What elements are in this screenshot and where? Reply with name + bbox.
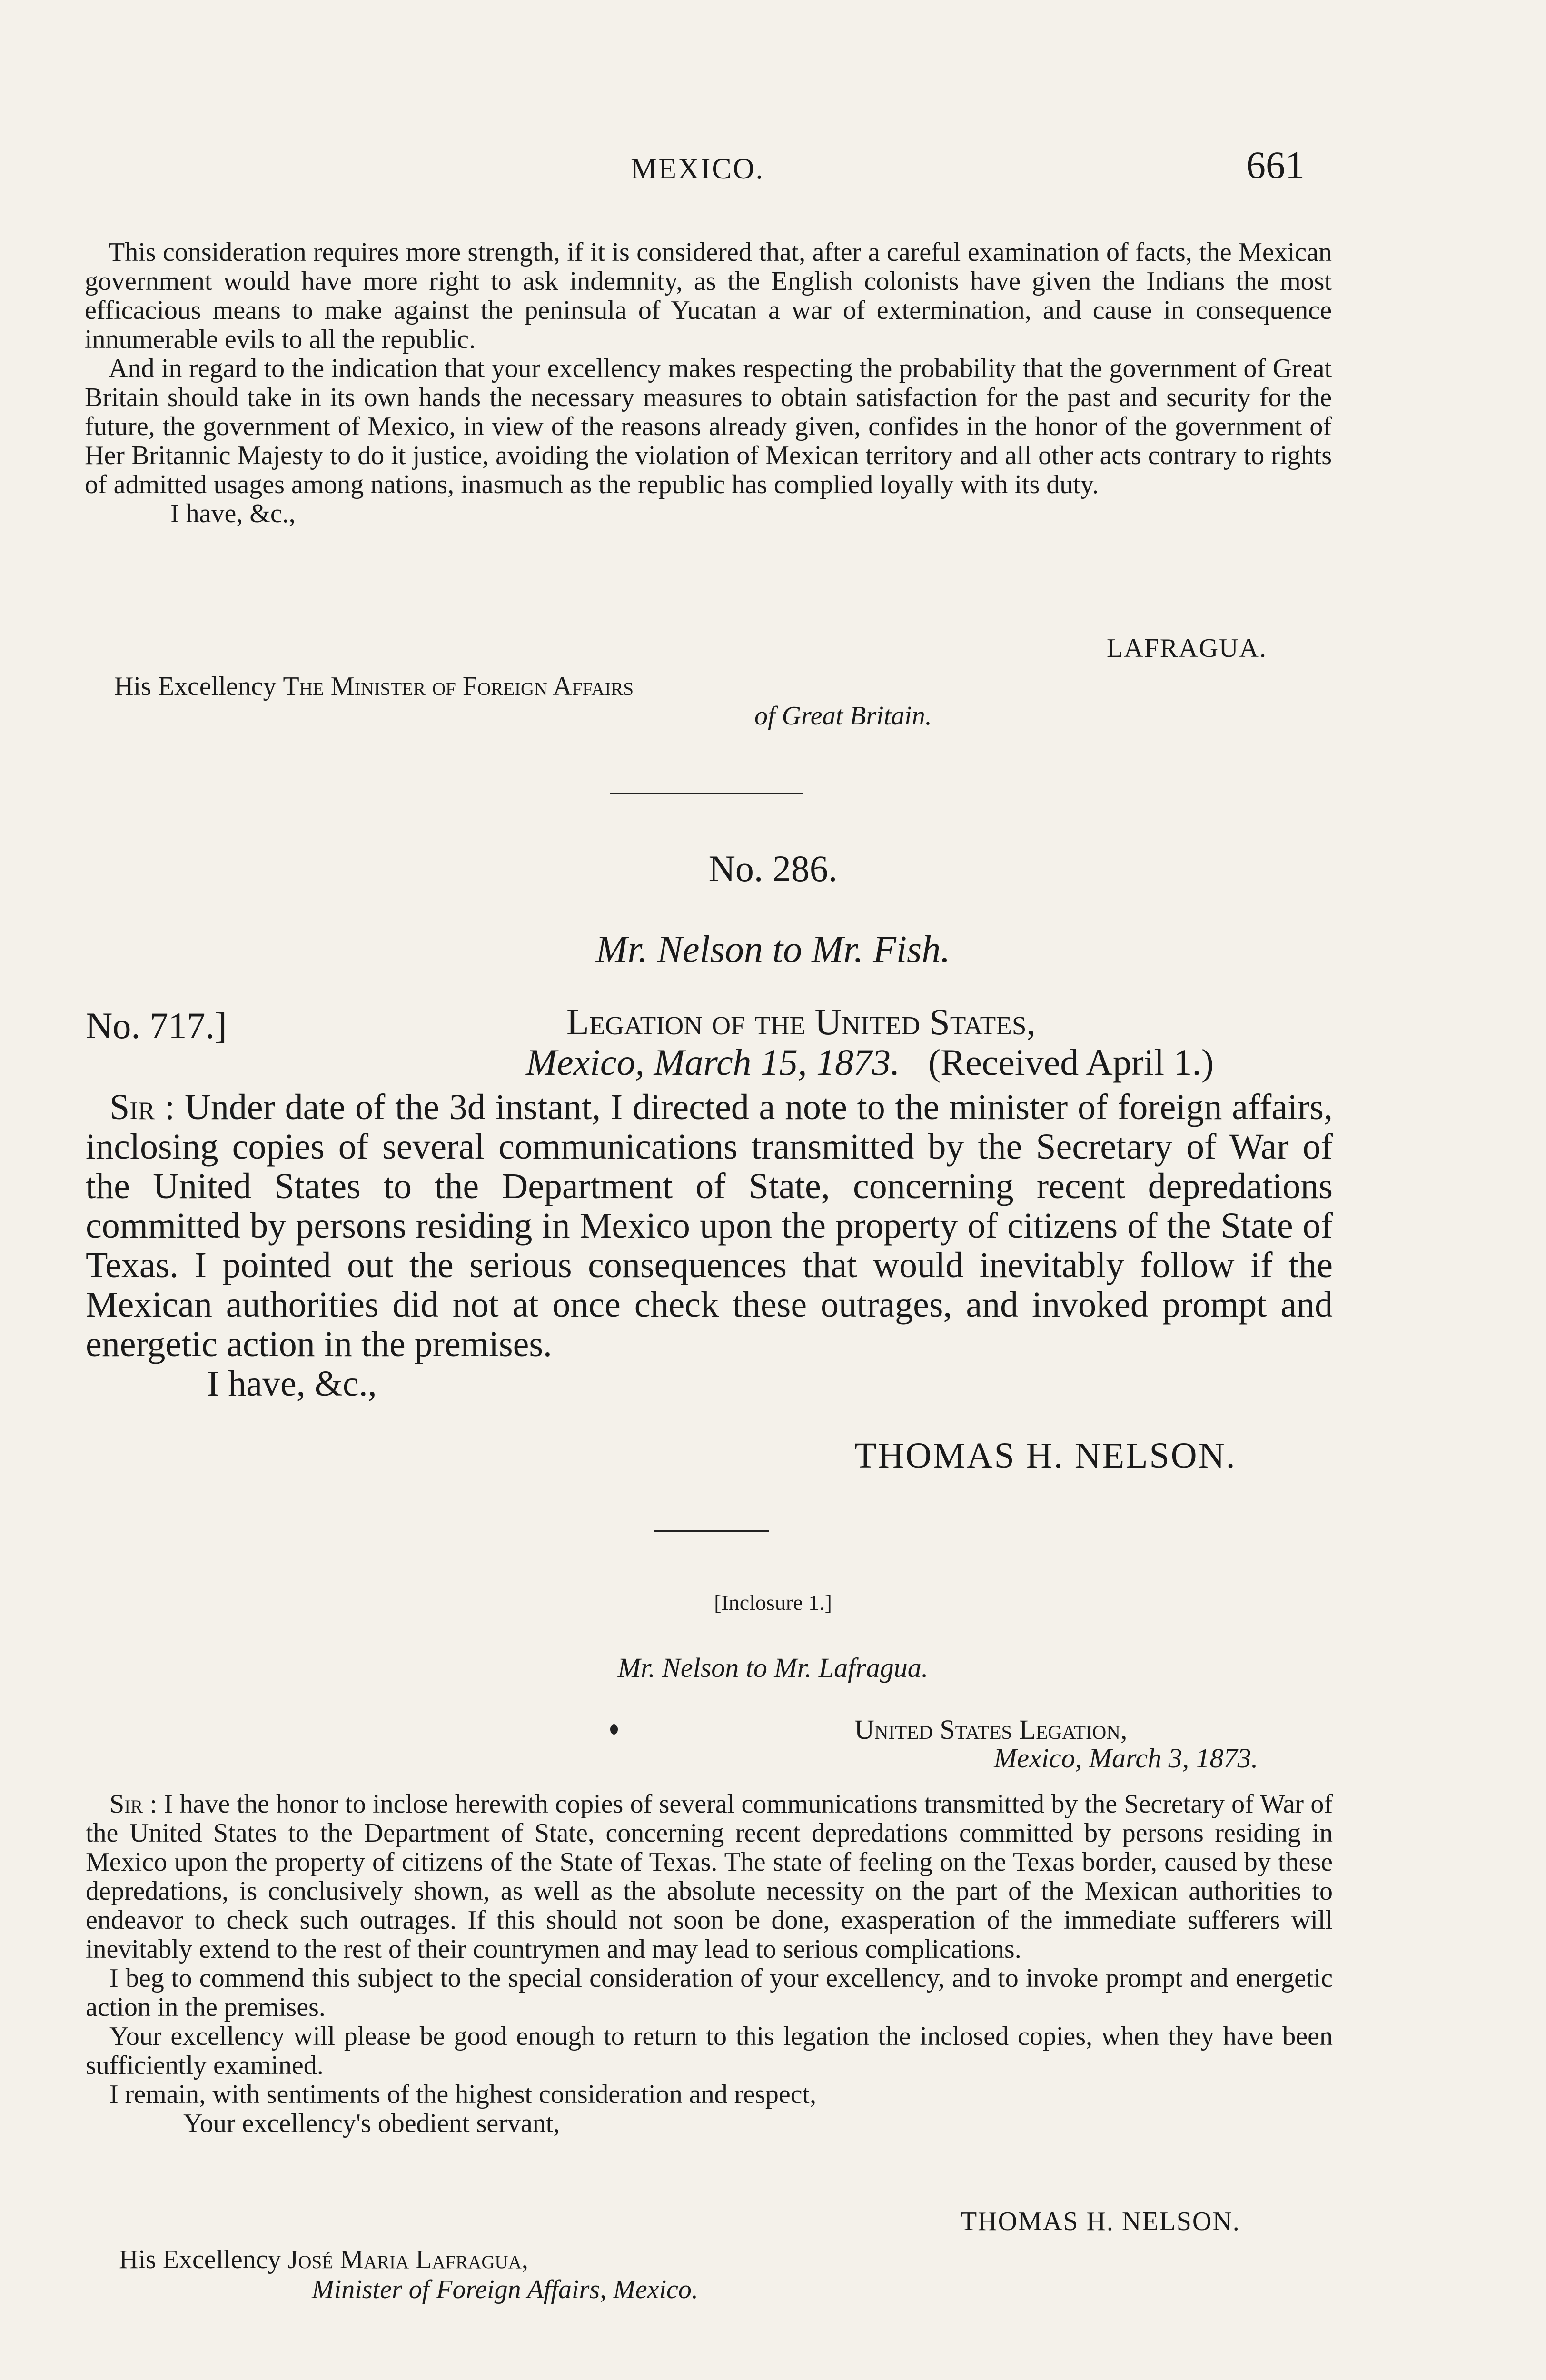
addressee-name: José Maria Lafragua,	[287, 2245, 528, 2274]
dateline: Mexico, March 3, 1873.	[994, 1743, 1259, 1774]
closing: Your excellency's obedient servant,	[183, 2109, 560, 2138]
addressee-prefix: His Excellency	[119, 2245, 281, 2274]
letter-continuation	[85, 238, 1332, 528]
letter-body	[86, 1088, 1333, 1404]
paragraph: And in regard to the indication that your excellency makes respecting the probability that the government of Great Britain should take in its own hands the necessary measures to obtain satisfaction for the past and security for the future, the government of Mexico, in view of the reasons already given, confides in the honor of the government of Her Britannic Majesty to do it justice, avoiding the violation of Mexican territory and all other acts contrary to rights of admitted usages among nations, inasmuch as the republic has complied loyally with its duty.	[85, 354, 1332, 499]
received-date: (Received April 1.)	[928, 1041, 1214, 1083]
inclosure-title: Mr. Nelson to Mr. Lafragua.	[617, 1652, 929, 1683]
legation-heading: United States Legation,	[854, 1714, 1128, 1745]
closing: I remain, with sentiments of the highest consideration and respect,	[109, 2080, 817, 2109]
signature: THOMAS H. NELSON.	[854, 1436, 1237, 1476]
page-number: 661	[1246, 143, 1305, 187]
paragraph-text: I have the honor to inclose herewith copies of several communications transmitted by the Secretary of War of the United States to the Department of State, concerning recent depredations committed by persons residing in Mexico upon the property of citizens of the State of Texas. The state of feeling on the Texas border, caused by these depredations, is conclusively shown, as well as the absolute necessity on the part of the Mexican authorities to endeavor to check such outrages. If this should not soon be done, exasperation of the immediate sufferers will inevitably extend to the rest of their countrymen and may lead to serious complications.	[86, 1789, 1333, 1964]
closing: I have, &c.,	[170, 499, 296, 528]
inclosure-body	[86, 1790, 1333, 2138]
place-date: Mexico, March 15, 1873.	[526, 1041, 900, 1083]
bullet-mark	[610, 1724, 618, 1735]
addressee	[114, 671, 634, 702]
document-title: Mr. Nelson to Mr. Fish.	[595, 929, 951, 971]
section-divider	[610, 793, 803, 794]
signature: THOMAS H. NELSON.	[961, 2207, 1240, 2236]
document-number: No. 286.	[708, 848, 838, 889]
paragraph-text: Under date of the 3d instant, I directed a note to the minister of foreign affairs, inclosing copies of several communications transmitted by the Secretary of War of the United States to the Department of State, concerning recent depredations committed by persons residing in Mexico upon the property of citizens of the State of Texas. I pointed out the serious consequences that would inevitably follow if the Mexican authorities did not at once check these outrages, and invoked prompt and energetic action in the premises.	[86, 1087, 1333, 1364]
legation-heading: Legation of the United States,	[566, 1001, 1036, 1042]
addressee-title: The Minister of Foreign Affairs	[283, 672, 634, 701]
addressee-prefix: His Excellency	[114, 672, 277, 701]
addressee-title: Minister of Foreign Affairs, Mexico.	[312, 2275, 698, 2304]
addressee	[119, 2244, 528, 2275]
dateline	[526, 1041, 1214, 1084]
salutation: Sir :	[109, 1087, 175, 1127]
paragraph	[86, 1790, 1333, 1964]
paragraph: This consideration requires more strength, if it is considered that, after a careful examination of facts, the Mexican government would have more right to ask indemnity, as the English colonists have given the Indians the most efficacious means to make against the peninsula of Yucatan a war of extermination, and cause in consequence innumerable evils to all the republic.	[85, 238, 1332, 354]
paragraph	[86, 1088, 1333, 1364]
addressee-country: of Great Britain.	[754, 701, 932, 731]
paragraph: I beg to commend this subject to the special consideration of your excellency, and to invoke prompt and energetic action in the premises.	[86, 1964, 1333, 2022]
signature: LAFRAGUA.	[1107, 634, 1267, 663]
paragraph: Your excellency will please be good enough to return to this legation the inclosed copies, when they have been sufficiently examined.	[86, 2022, 1333, 2080]
inclosure-label: [Inclosure 1.]	[714, 1590, 832, 1615]
running-head: MEXICO.	[631, 153, 765, 185]
reference-number: No. 717.]	[86, 1005, 227, 1046]
closing: I have, &c.,	[207, 1364, 377, 1404]
section-divider	[654, 1530, 769, 1532]
salutation: Sir :	[109, 1789, 158, 1819]
